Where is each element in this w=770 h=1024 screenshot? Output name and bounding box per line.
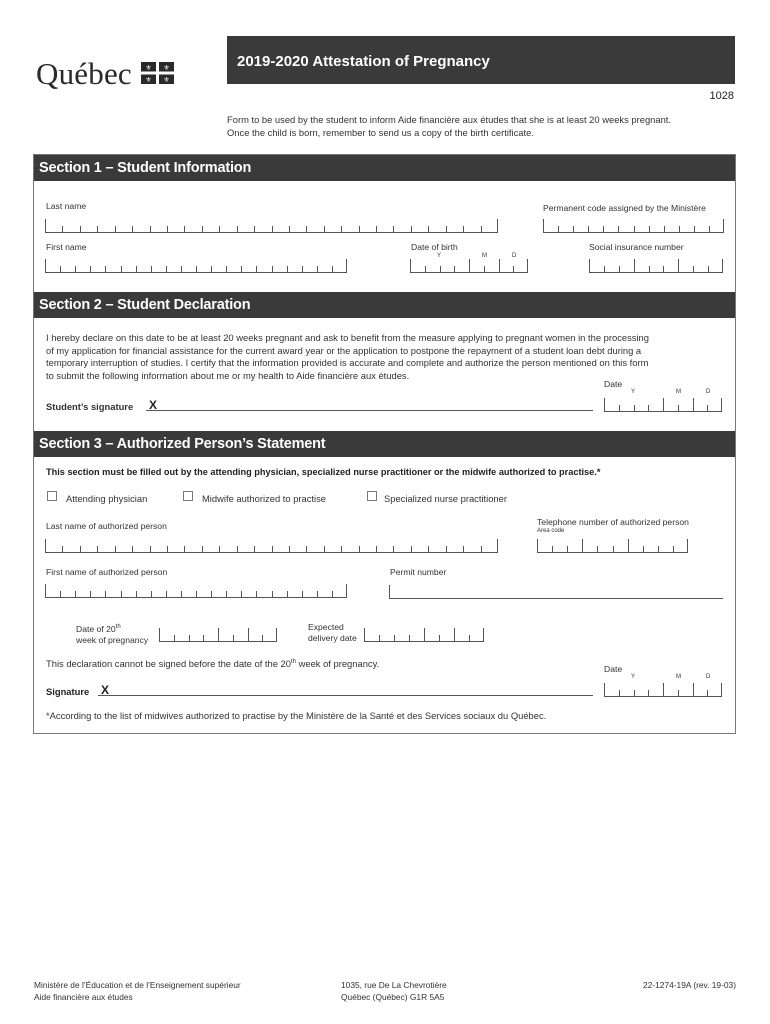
comb-tick bbox=[276, 628, 277, 641]
comb-tick bbox=[150, 226, 151, 232]
comb-tick bbox=[45, 584, 46, 597]
comb-tick bbox=[376, 226, 377, 232]
comb-tick bbox=[256, 591, 257, 597]
comb-tick bbox=[619, 690, 620, 696]
comb-tick bbox=[663, 266, 664, 272]
svg-text:⚜: ⚜ bbox=[163, 76, 170, 84]
signing-notice bbox=[46, 656, 379, 671]
dob-d-label: D bbox=[512, 253, 517, 259]
comb-tick bbox=[346, 259, 347, 272]
last-name-field[interactable] bbox=[45, 220, 498, 233]
comb-tick bbox=[272, 591, 273, 597]
comb-tick bbox=[287, 266, 288, 272]
footer-address bbox=[341, 980, 447, 1003]
comb-tick bbox=[62, 226, 63, 232]
footer-ministry bbox=[34, 980, 241, 1003]
comb-tick bbox=[248, 628, 249, 641]
comb-tick bbox=[254, 546, 255, 552]
comb-tick bbox=[132, 226, 133, 232]
comb-tick bbox=[393, 546, 394, 552]
comb-tick bbox=[306, 546, 307, 552]
signing-notice-post: week of pregnancy. bbox=[295, 658, 380, 670]
comb-tick bbox=[469, 259, 470, 272]
footer-ministry-line2: Aide financière aux études bbox=[34, 991, 133, 1002]
comb-tick bbox=[97, 226, 98, 232]
comb-tick bbox=[664, 226, 665, 232]
comb-tick bbox=[359, 546, 360, 552]
comb-tick bbox=[393, 226, 394, 232]
comb-tick bbox=[663, 398, 664, 411]
expected-delivery-field[interactable] bbox=[364, 629, 484, 642]
date-of-birth-label: Date of birth bbox=[411, 242, 458, 252]
comb-tick bbox=[346, 584, 347, 597]
comb-tick bbox=[673, 546, 674, 552]
comb-tick bbox=[463, 226, 464, 232]
comb-tick bbox=[634, 259, 635, 272]
auth-signature-label: Signature bbox=[46, 686, 90, 697]
comb-tick bbox=[634, 405, 635, 411]
footer-ministry-line1: Ministère de l’Éducation et de l’Enseignement supérieur bbox=[34, 980, 241, 990]
comb-tick bbox=[332, 266, 333, 272]
comb-tick bbox=[226, 266, 227, 272]
comb-tick bbox=[272, 226, 273, 232]
auth-date-y-label: Y bbox=[631, 674, 636, 680]
comb-tick bbox=[723, 219, 724, 232]
comb-tick bbox=[634, 690, 635, 696]
comb-tick bbox=[454, 266, 455, 272]
comb-tick bbox=[302, 266, 303, 272]
nurse-practitioner-label: Specialized nurse practitioner bbox=[384, 493, 507, 504]
comb-tick bbox=[45, 539, 46, 552]
student-signature-x: X bbox=[149, 398, 158, 412]
declaration-line-1: I hereby declare on this date to be at least 20 weeks pregnant and ask to benefit from the measure applying to pregnant women in the processing bbox=[46, 332, 649, 343]
comb-tick bbox=[463, 546, 464, 552]
comb-tick bbox=[481, 546, 482, 552]
quebec-flag-icon bbox=[141, 62, 174, 84]
comb-tick bbox=[136, 266, 137, 272]
comb-tick bbox=[679, 226, 680, 232]
comb-tick bbox=[317, 266, 318, 272]
comb-tick bbox=[513, 266, 514, 272]
comb-tick bbox=[121, 266, 122, 272]
declaration-line-3: temporary interruption of studies. I certify that the information provided is accurate and complete and authorize the person mentioned on this form bbox=[46, 357, 649, 369]
auth-date-field[interactable] bbox=[604, 684, 722, 697]
svg-text:⚜: ⚜ bbox=[163, 64, 170, 72]
comb-tick bbox=[604, 266, 605, 272]
comb-tick bbox=[136, 591, 137, 597]
comb-tick bbox=[439, 635, 440, 641]
comb-tick bbox=[75, 591, 76, 597]
comb-tick bbox=[588, 226, 589, 232]
comb-tick bbox=[658, 546, 659, 552]
comb-tick bbox=[707, 405, 708, 411]
comb-tick bbox=[558, 226, 559, 232]
svg-text:⚜: ⚜ bbox=[145, 64, 152, 72]
auth-first-name-field[interactable] bbox=[45, 585, 347, 598]
comb-tick bbox=[105, 266, 106, 272]
comb-tick bbox=[203, 635, 204, 641]
section1-heading: Section 1 – Student Information bbox=[34, 155, 735, 181]
permanent-code-field[interactable] bbox=[543, 220, 724, 233]
comb-tick bbox=[341, 226, 342, 232]
comb-tick bbox=[567, 546, 568, 552]
form-intro bbox=[227, 113, 737, 139]
comb-tick bbox=[543, 219, 544, 232]
auth-last-name-field[interactable] bbox=[45, 540, 498, 553]
comb-tick bbox=[428, 546, 429, 552]
student-date-label: Date bbox=[604, 379, 623, 389]
comb-tick bbox=[484, 266, 485, 272]
comb-tick bbox=[678, 690, 679, 696]
comb-tick bbox=[254, 226, 255, 232]
form-title: 2019-2020 Attestation of Pregnancy bbox=[227, 36, 735, 84]
comb-tick bbox=[226, 591, 227, 597]
comb-tick bbox=[425, 266, 426, 272]
comb-tick bbox=[552, 546, 553, 552]
comb-tick bbox=[181, 266, 182, 272]
comb-tick bbox=[233, 635, 234, 641]
comb-tick bbox=[150, 546, 151, 552]
comb-tick bbox=[306, 226, 307, 232]
comb-tick bbox=[272, 266, 273, 272]
student-date-m-label: M bbox=[676, 389, 681, 395]
form-number: 1028 bbox=[709, 90, 734, 102]
declaration-line-4: to submit the following information about me or my health to Aide financière aux études. bbox=[46, 369, 410, 381]
comb-tick bbox=[721, 398, 722, 411]
nurse-practitioner-checkbox[interactable] bbox=[367, 491, 377, 501]
footer-form-code: 22-1274-19A (rev. 19-03) bbox=[643, 980, 736, 990]
auth-date-d-label: D bbox=[706, 674, 711, 680]
comb-tick bbox=[693, 398, 694, 411]
date-20th-week-label bbox=[76, 622, 148, 646]
comb-tick bbox=[241, 591, 242, 597]
auth-first-name-label: First name of authorized person bbox=[46, 567, 168, 577]
comb-tick bbox=[364, 628, 365, 641]
comb-tick bbox=[497, 219, 498, 232]
telephone-label: Telephone number of authorized person bbox=[537, 517, 689, 527]
telephone-field[interactable] bbox=[537, 540, 688, 553]
comb-tick bbox=[341, 546, 342, 552]
auth-date-m-label: M bbox=[676, 674, 681, 680]
comb-tick bbox=[424, 628, 425, 641]
comb-tick bbox=[619, 405, 620, 411]
dob-y-label: Y bbox=[437, 253, 442, 259]
permit-label: Permit number bbox=[390, 567, 447, 577]
comb-tick bbox=[722, 259, 723, 272]
comb-tick bbox=[219, 226, 220, 232]
comb-tick bbox=[359, 226, 360, 232]
comb-tick bbox=[237, 226, 238, 232]
comb-tick bbox=[693, 683, 694, 696]
comb-tick bbox=[527, 259, 528, 272]
comb-tick bbox=[62, 546, 63, 552]
comb-tick bbox=[411, 226, 412, 232]
comb-tick bbox=[90, 266, 91, 272]
first-name-label: First name bbox=[46, 242, 87, 252]
expected-delivery-line2: delivery date bbox=[308, 633, 357, 643]
comb-tick bbox=[181, 591, 182, 597]
comb-tick bbox=[151, 591, 152, 597]
comb-tick bbox=[709, 226, 710, 232]
auth-signature-line[interactable] bbox=[98, 695, 593, 696]
student-date-field[interactable] bbox=[604, 399, 722, 412]
comb-tick bbox=[80, 546, 81, 552]
comb-tick bbox=[132, 546, 133, 552]
comb-tick bbox=[256, 266, 257, 272]
comb-tick bbox=[237, 546, 238, 552]
expected-delivery-line1: Expected bbox=[308, 622, 344, 632]
comb-tick bbox=[196, 266, 197, 272]
date-20th-sup: th bbox=[115, 624, 121, 630]
comb-tick bbox=[121, 591, 122, 597]
date-of-birth-field[interactable] bbox=[410, 260, 528, 273]
student-signature-label: Student’s signature bbox=[46, 401, 134, 412]
comb-tick bbox=[649, 266, 650, 272]
comb-tick bbox=[184, 226, 185, 232]
comb-tick bbox=[45, 219, 46, 232]
comb-tick bbox=[663, 683, 664, 696]
footer-address-line2: Québec (Québec) G1R 5A5 bbox=[341, 991, 445, 1002]
comb-tick bbox=[80, 226, 81, 232]
comb-tick bbox=[707, 690, 708, 696]
first-name-field[interactable] bbox=[45, 260, 347, 273]
comb-tick bbox=[45, 259, 46, 272]
comb-tick bbox=[332, 591, 333, 597]
footer-address-line1: 1035, rue De La Chevrotière bbox=[341, 980, 447, 990]
comb-tick bbox=[189, 635, 190, 641]
midwife-footnote: *According to the list of midwives authorized to practise by the Ministère de la Santé et des Services sociaux du Québec. bbox=[46, 710, 547, 721]
comb-tick bbox=[159, 628, 160, 641]
comb-tick bbox=[678, 259, 679, 272]
comb-tick bbox=[60, 266, 61, 272]
expected-delivery-label bbox=[308, 622, 357, 644]
comb-tick bbox=[499, 259, 500, 272]
attending-physician-label: Attending physician bbox=[66, 493, 148, 504]
comb-tick bbox=[481, 226, 482, 232]
comb-tick bbox=[604, 398, 605, 411]
auth-last-name-label: Last name of authorized person bbox=[46, 521, 167, 531]
comb-tick bbox=[678, 405, 679, 411]
comb-tick bbox=[619, 266, 620, 272]
date-20th-line1: Date of 20 bbox=[76, 623, 116, 634]
comb-tick bbox=[167, 546, 168, 552]
permanent-code-label: Permanent code assigned by the Ministère bbox=[543, 203, 706, 213]
midwife-label: Midwife authorized to practise bbox=[202, 493, 327, 504]
comb-tick bbox=[573, 226, 574, 232]
comb-tick bbox=[589, 259, 590, 272]
comb-tick bbox=[440, 266, 441, 272]
sin-label: Social insurance number bbox=[589, 242, 684, 252]
comb-tick bbox=[324, 546, 325, 552]
student-signature-line[interactable] bbox=[146, 410, 593, 411]
comb-tick bbox=[90, 591, 91, 597]
comb-tick bbox=[446, 546, 447, 552]
comb-tick bbox=[582, 539, 583, 552]
quebec-logo: Québec bbox=[36, 56, 132, 91]
last-name-label: Last name bbox=[46, 201, 87, 211]
comb-tick bbox=[411, 546, 412, 552]
signing-notice-pre: This declaration cannot be signed before the date of the 20 bbox=[46, 658, 291, 670]
comb-tick bbox=[202, 546, 203, 552]
comb-tick bbox=[708, 266, 709, 272]
comb-tick bbox=[184, 546, 185, 552]
section3-instruction: This section must be filled out by the attending physician, specialized nurse practitioner or the midwife authorized to practise.* bbox=[46, 467, 601, 477]
comb-tick bbox=[219, 546, 220, 552]
comb-tick bbox=[643, 546, 644, 552]
comb-tick bbox=[289, 226, 290, 232]
comb-tick bbox=[537, 539, 538, 552]
comb-tick bbox=[687, 539, 688, 552]
comb-tick bbox=[454, 628, 455, 641]
comb-tick bbox=[634, 226, 635, 232]
comb-tick bbox=[167, 226, 168, 232]
comb-tick bbox=[394, 635, 395, 641]
comb-tick bbox=[302, 591, 303, 597]
comb-tick bbox=[694, 226, 695, 232]
comb-tick bbox=[483, 628, 484, 641]
comb-tick bbox=[428, 226, 429, 232]
student-date-y-label: Y bbox=[631, 389, 636, 395]
intro-line-2: Once the child is born, remember to send us a copy of the birth certificate. bbox=[227, 127, 534, 138]
comb-tick bbox=[105, 591, 106, 597]
comb-tick bbox=[613, 546, 614, 552]
comb-tick bbox=[618, 226, 619, 232]
comb-tick bbox=[376, 546, 377, 552]
intro-line-1: Form to be used by the student to inform Aide financière aux études that she is at least 20 weeks pregnant. bbox=[227, 114, 672, 125]
comb-tick bbox=[166, 266, 167, 272]
comb-tick bbox=[115, 226, 116, 232]
comb-tick bbox=[648, 690, 649, 696]
comb-tick bbox=[218, 628, 219, 641]
auth-signature-x: X bbox=[101, 683, 110, 697]
comb-tick bbox=[211, 591, 212, 597]
comb-tick bbox=[409, 635, 410, 641]
comb-tick bbox=[379, 635, 380, 641]
comb-tick bbox=[272, 546, 273, 552]
comb-tick bbox=[75, 266, 76, 272]
svg-text:⚜: ⚜ bbox=[145, 76, 152, 84]
section2-heading: Section 2 – Student Declaration bbox=[34, 292, 735, 318]
comb-tick bbox=[211, 266, 212, 272]
comb-tick bbox=[287, 591, 288, 597]
comb-tick bbox=[196, 591, 197, 597]
comb-tick bbox=[446, 226, 447, 232]
comb-tick bbox=[241, 266, 242, 272]
comb-tick bbox=[497, 539, 498, 552]
auth-date-label: Date bbox=[604, 664, 623, 674]
comb-tick bbox=[115, 546, 116, 552]
comb-tick bbox=[166, 591, 167, 597]
comb-tick bbox=[151, 266, 152, 272]
signing-notice-sup: th bbox=[290, 659, 296, 665]
declaration-text bbox=[46, 332, 726, 382]
section3-heading: Section 3 – Authorized Person’s Statement bbox=[34, 431, 735, 457]
comb-tick bbox=[604, 683, 605, 696]
comb-tick bbox=[649, 226, 650, 232]
comb-tick bbox=[628, 539, 629, 552]
comb-tick bbox=[603, 226, 604, 232]
dob-m-label: M bbox=[482, 253, 487, 259]
date-20th-week-field[interactable] bbox=[159, 629, 277, 642]
comb-tick bbox=[693, 266, 694, 272]
comb-tick bbox=[317, 591, 318, 597]
comb-tick bbox=[202, 226, 203, 232]
comb-tick bbox=[721, 683, 722, 696]
student-date-d-label: D bbox=[706, 389, 711, 395]
comb-tick bbox=[97, 546, 98, 552]
declaration-line-2: of my application for financial assistance for the current award year or the application to postpone the repayment of a student loan debt during a bbox=[46, 344, 642, 356]
attending-physician-checkbox[interactable] bbox=[47, 491, 57, 501]
comb-tick bbox=[410, 259, 411, 272]
comb-tick bbox=[469, 635, 470, 641]
comb-tick bbox=[262, 635, 263, 641]
midwife-checkbox[interactable] bbox=[183, 491, 193, 501]
comb-tick bbox=[289, 546, 290, 552]
comb-tick bbox=[174, 635, 175, 641]
comb-tick bbox=[597, 546, 598, 552]
area-code-label: Area code bbox=[537, 528, 565, 534]
comb-tick bbox=[648, 405, 649, 411]
comb-tick bbox=[324, 226, 325, 232]
sin-field[interactable] bbox=[589, 260, 723, 273]
comb-tick bbox=[60, 591, 61, 597]
permit-number-field[interactable] bbox=[389, 585, 723, 599]
date-20th-line2: week of pregnancy bbox=[76, 634, 149, 645]
